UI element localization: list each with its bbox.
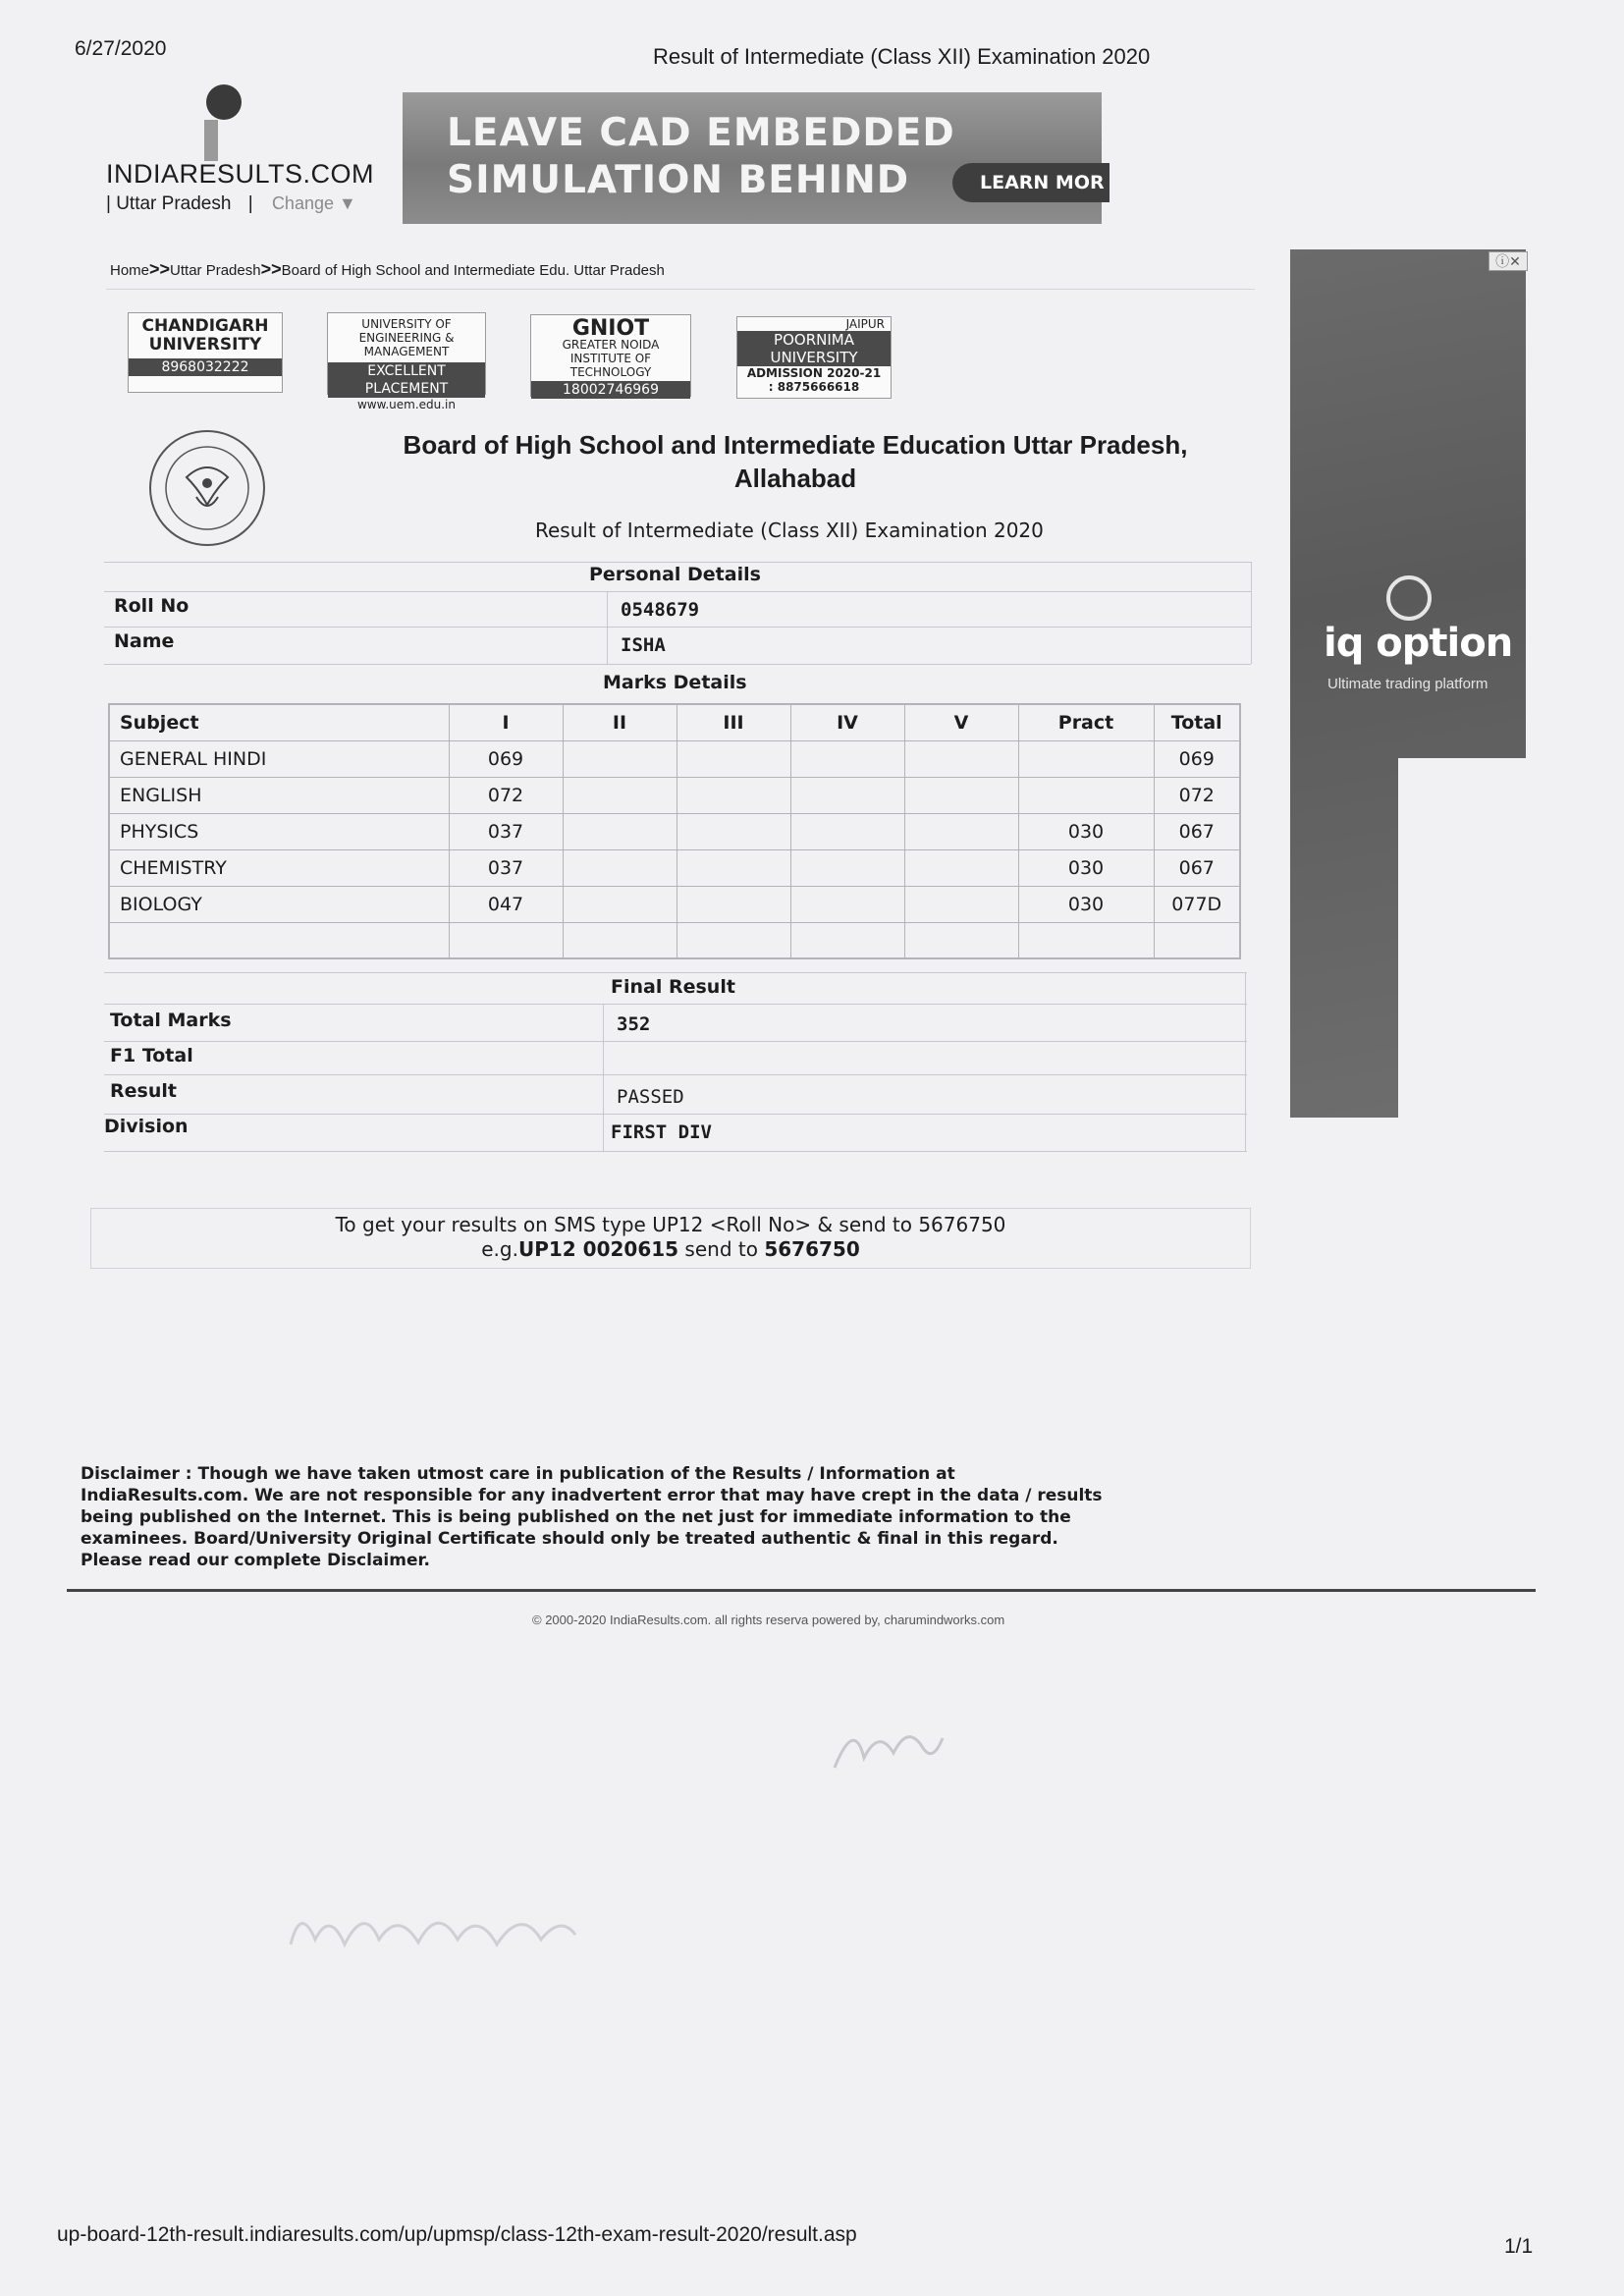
- paper-cell: 037: [449, 849, 563, 886]
- paper-cell: [904, 813, 1018, 849]
- paper-cell: [677, 922, 790, 958]
- col-paper-1: I: [449, 704, 563, 740]
- subject-cell: ENGLISH: [109, 777, 449, 813]
- table-border: [1251, 562, 1252, 664]
- sponsor-sub: GREATER NOIDA INSTITUTE OF TECHNOLOGY: [562, 338, 660, 379]
- personal-details-heading: Personal Details: [589, 564, 761, 585]
- exam-title: Result of Intermediate (Class XII) Examination 2020: [535, 519, 1044, 542]
- paper-cell: [790, 813, 904, 849]
- table-row: [109, 813, 1240, 849]
- practical-cell: [1018, 740, 1154, 777]
- paper-cell: [677, 886, 790, 922]
- table-border: [104, 664, 1251, 665]
- banner-ad-line2: SIMULATION BEHIND: [447, 158, 910, 202]
- sms-example-number: 5676750: [764, 1237, 860, 1261]
- table-border: [603, 1004, 604, 1151]
- paper-cell: [904, 849, 1018, 886]
- sponsor-name: GNIOT: [571, 316, 650, 341]
- total-cell: [1154, 922, 1240, 958]
- paper-cell: [449, 922, 563, 958]
- table-border: [104, 1074, 1247, 1075]
- side-ad-tagline: Ultimate trading platform: [1327, 676, 1489, 692]
- marks-details-heading: Marks Details: [603, 672, 747, 693]
- breadcrumb-state[interactable]: Uttar Pradesh: [170, 262, 261, 279]
- sponsor-name: CHANDIGARH UNIVERSITY: [141, 316, 269, 355]
- paper-cell: [790, 922, 904, 958]
- sponsor-uem[interactable]: [327, 312, 486, 411]
- roll-no-value: 0548679: [621, 599, 700, 621]
- side-ad-notch: [1398, 758, 1536, 1121]
- table-row: [109, 849, 1240, 886]
- col-paper-2: II: [563, 704, 677, 740]
- table-row: [109, 777, 1240, 813]
- subject-cell: PHYSICS: [109, 813, 449, 849]
- total-marks-label: Total Marks: [110, 1010, 232, 1031]
- indiaresults-logo-icon[interactable]: [194, 82, 253, 161]
- sponsor-tag: EXCELLENT PLACEMENT: [328, 362, 485, 398]
- up-government-seal-icon: [147, 428, 267, 548]
- paper-cell: [563, 740, 677, 777]
- paper-cell: 069: [449, 740, 563, 777]
- sponsor-phone: 18002746969: [531, 381, 690, 399]
- banner-ad[interactable]: [403, 92, 1105, 224]
- state-selector: [106, 193, 356, 215]
- sponsor-admission: ADMISSION 2020-21: [746, 366, 882, 380]
- sponsor-chandigarh-university[interactable]: [128, 312, 283, 393]
- division-label: Division: [104, 1116, 189, 1137]
- table-row: [109, 922, 1240, 958]
- paper-cell: [904, 922, 1018, 958]
- learn-more-button[interactable]: LEARN MOR: [952, 163, 1110, 202]
- marks-header-row: [109, 704, 1240, 740]
- table-border: [104, 1151, 1247, 1152]
- breadcrumb-sep: >>: [260, 259, 282, 279]
- name-label: Name: [114, 630, 175, 652]
- ad-close-icon[interactable]: ⓘ✕: [1489, 251, 1528, 271]
- sms-instruction: To get your results on SMS type UP12 <Roll No> & send to 5676750: [335, 1213, 1006, 1236]
- total-marks-value: 352: [617, 1013, 651, 1035]
- col-practical: Pract: [1018, 704, 1154, 740]
- total-cell: 077D: [1154, 886, 1240, 922]
- table-border: [1245, 972, 1246, 1151]
- state-separator: |: [247, 193, 253, 214]
- marks-table: [108, 703, 1241, 959]
- division-value: FIRST DIV: [611, 1121, 712, 1143]
- paper-cell: [677, 813, 790, 849]
- total-cell: 069: [1154, 740, 1240, 777]
- practical-cell: [1018, 922, 1154, 958]
- paper-cell: [790, 886, 904, 922]
- paper-cell: [563, 813, 677, 849]
- roll-no-label: Roll No: [114, 595, 189, 617]
- col-paper-5: V: [904, 704, 1018, 740]
- paper-cell: 072: [449, 777, 563, 813]
- copyright-text: © 2000-2020 IndiaResults.com. all rights reserva powered by, charumindworks.com: [532, 1613, 1005, 1627]
- paper-cell: [677, 849, 790, 886]
- sponsor-gniot[interactable]: [530, 314, 691, 397]
- page-url: up-board-12th-result.indiaresults.com/up/upmsp/class-12th-exam-result-2020/result.asp: [57, 2223, 857, 2246]
- subject-cell: GENERAL HINDI: [109, 740, 449, 777]
- sponsor-phone: : 8875666618: [768, 380, 860, 394]
- sponsor-poornima[interactable]: [736, 316, 892, 399]
- paper-cell: [563, 849, 677, 886]
- sms-example-code: UP12 0020615: [517, 1237, 679, 1261]
- site-logo-text[interactable]: INDIARESULTS.COM: [106, 159, 375, 189]
- paper-cell: [790, 777, 904, 813]
- table-row: [109, 740, 1240, 777]
- print-title: Result of Intermediate (Class XII) Examination 2020: [653, 44, 1151, 69]
- sms-example: [90, 1237, 1251, 1261]
- paper-cell: [904, 777, 1018, 813]
- table-border: [104, 972, 1247, 973]
- sms-example-prefix: e.g.: [481, 1237, 518, 1261]
- subject-cell: BIOLOGY: [109, 886, 449, 922]
- name-value: ISHA: [621, 634, 666, 656]
- practical-cell: 030: [1018, 813, 1154, 849]
- paper-cell: [563, 886, 677, 922]
- col-paper-3: III: [677, 704, 790, 740]
- f1-total-label: F1 Total: [110, 1045, 193, 1066]
- table-border: [104, 1114, 1247, 1115]
- table-border: [104, 562, 1251, 563]
- paper-cell: [790, 740, 904, 777]
- handwritten-signature-isha: [825, 1709, 952, 1787]
- breadcrumb-board[interactable]: Board of High School and Intermediate Edu. Uttar Pradesh: [281, 262, 665, 279]
- col-subject: Subject: [109, 704, 449, 740]
- breadcrumb: [110, 259, 665, 280]
- breadcrumb-sep: >>: [149, 259, 171, 279]
- change-state-link[interactable]: Change ▼: [271, 193, 356, 213]
- iq-option-logo-icon: [1386, 575, 1432, 621]
- paper-cell: [677, 777, 790, 813]
- paper-cell: [790, 849, 904, 886]
- total-cell: 072: [1154, 777, 1240, 813]
- practical-cell: 030: [1018, 849, 1154, 886]
- paper-cell: 047: [449, 886, 563, 922]
- state-label: | Uttar Pradesh: [106, 193, 232, 214]
- result-value: PASSED: [617, 1086, 684, 1108]
- sponsor-name: POORNIMA UNIVERSITY: [737, 331, 891, 366]
- sponsor-site: www.uem.edu.in: [356, 398, 456, 411]
- table-border: [104, 1041, 1247, 1042]
- total-cell: 067: [1154, 813, 1240, 849]
- paper-cell: [904, 740, 1018, 777]
- board-name: Board of High School and Intermediate Education Uttar Pradesh, Allahabad: [403, 430, 1188, 493]
- paper-cell: 037: [449, 813, 563, 849]
- paper-cell: [563, 922, 677, 958]
- paper-cell: [677, 740, 790, 777]
- banner-ad-line1: LEAVE CAD EMBEDDED: [447, 111, 955, 155]
- sponsor-top: JAIPUR: [845, 317, 885, 331]
- paper-cell: [563, 777, 677, 813]
- table-border: [607, 591, 608, 664]
- practical-cell: [1018, 777, 1154, 813]
- side-ad-brand: iq option: [1324, 621, 1513, 666]
- sponsor-phone: 8968032222: [129, 358, 282, 376]
- table-border: [104, 627, 1251, 628]
- subject-cell: [109, 922, 449, 958]
- sms-example-mid: send to: [678, 1237, 765, 1261]
- print-date: 6/27/2020: [75, 37, 167, 60]
- breadcrumb-divider: [106, 289, 1255, 290]
- breadcrumb-home[interactable]: Home: [110, 262, 150, 279]
- handwritten-number-mark: [281, 1886, 585, 1974]
- footer-divider: [67, 1589, 1536, 1592]
- paper-cell: [904, 886, 1018, 922]
- col-total: Total: [1154, 704, 1240, 740]
- total-cell: 067: [1154, 849, 1240, 886]
- col-paper-4: IV: [790, 704, 904, 740]
- subject-cell: CHEMISTRY: [109, 849, 449, 886]
- disclaimer-text: Disclaimer : Though we have taken utmost care in publication of the Results / Information at IndiaResults.com. We are not responsible for any inadvertent error that may have crept in the data / results being published on the Internet. This is being published on the net just for immediate information to the examinees. Board/University Original Certificate should only be treated authentic & final in this regard. Please read our complete Disclaimer.: [81, 1464, 1103, 1570]
- practical-cell: 030: [1018, 886, 1154, 922]
- sponsor-name: UNIVERSITY OF ENGINEERING & MANAGEMENT: [358, 317, 455, 358]
- table-row: [109, 886, 1240, 922]
- table-border: [104, 591, 1251, 592]
- page-number: 1/1: [1504, 2235, 1534, 2258]
- table-border: [104, 1004, 1247, 1005]
- result-label: Result: [110, 1080, 177, 1102]
- final-result-heading: Final Result: [611, 976, 735, 998]
